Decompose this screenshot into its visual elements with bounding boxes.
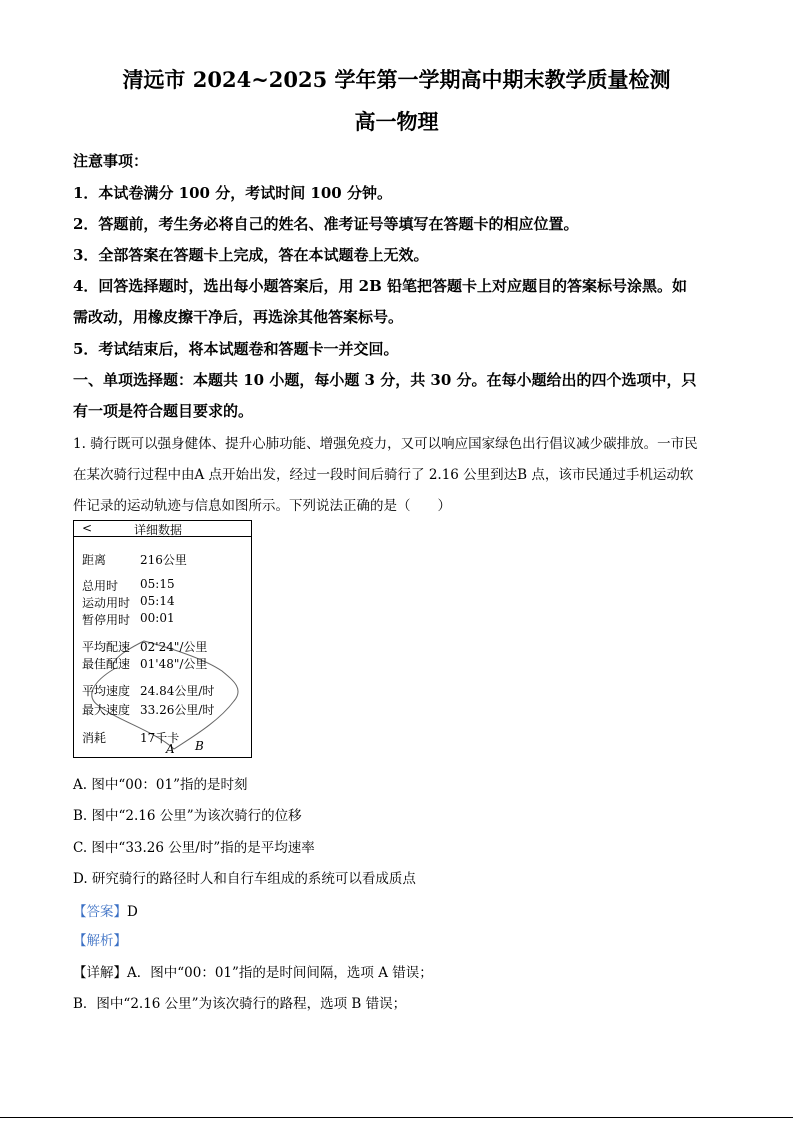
row-label: 消耗 — [82, 731, 107, 745]
option-c: C. 图中“33.26 公里/时”指的是平均速率 — [73, 840, 315, 856]
detail-line-2: B．图中“2.16 公里”为该次骑行的路程，选项 B 错误； — [73, 996, 407, 1012]
row-value: 33.26公里/时 — [140, 703, 215, 717]
answer-value: D — [127, 904, 138, 920]
row-value: 17千卡 — [140, 731, 180, 745]
question-text: 件记录的运动轨迹与信息如图所示。下列说法正确的是（ ） — [73, 498, 451, 514]
option-b: B. 图中“2.16 公里”为该次骑行的位移 — [73, 808, 302, 824]
row-label: 最佳配速 — [82, 657, 131, 671]
analysis-line — [73, 929, 733, 949]
notice-item: 2．答题前，考生务必将自己的姓名、准考证号等填写在答题卡的相应位置。 — [73, 215, 579, 233]
question-text: 在某次骑行过程中由A 点开始出发，经过一段时间后骑行了 2.16 公里到达B 点，该市民通过手机运动软 — [73, 467, 694, 483]
back-arrow-icon: < — [82, 521, 93, 535]
row-value: 05:14 — [140, 594, 175, 608]
point-b-label: B — [195, 739, 204, 753]
data-row-avg-pace — [82, 638, 208, 655]
figure-title: 详细数据 — [134, 523, 183, 537]
notice-item: 3．全部答案在答题卡上完成，答在本试题卷上无效。 — [73, 246, 429, 264]
notice-item: 需改动，用橡皮擦干净后，再选涂其他答案标号。 — [73, 308, 404, 326]
row-value: 00:01 — [140, 611, 175, 625]
option-a: A. 图中“00：01”指的是时刻 — [73, 777, 248, 793]
page-bottom-rule — [0, 1117, 793, 1118]
notice-item: 1．本试卷满分 100 分，考试时间 100 分钟。 — [73, 184, 392, 202]
data-row-best-pace — [82, 655, 208, 672]
row-value: 24.84公里/时 — [140, 684, 215, 698]
detail-text: A．图中“00：01”指的是时间间隔，选项 A 错误； — [127, 965, 433, 981]
row-label: 最大速度 — [82, 703, 131, 717]
row-label: 暂停用时 — [82, 613, 131, 627]
row-label: 平均速度 — [82, 684, 131, 698]
exam-title: 清远市 2024~2025 学年第一学期高中期末教学质量检测 — [122, 67, 671, 92]
row-value: 02'24"/公里 — [140, 640, 208, 654]
detail-line — [73, 961, 733, 981]
answer-tag: 【答案】 — [73, 904, 127, 920]
notice-item: 4．回答选择题时，选出每小题答案后，用 2B 铅笔把答题卡上对应题目的答案标号涂黑。如 — [73, 277, 688, 295]
row-label: 平均配速 — [82, 640, 131, 654]
row-value: 216公里 — [140, 553, 187, 567]
data-row-moving-time — [82, 594, 175, 611]
data-row-max-speed — [82, 701, 215, 718]
row-label: 运动用时 — [82, 596, 131, 610]
data-row-pause-time — [82, 611, 175, 628]
data-row-distance — [82, 551, 187, 568]
row-value: 05:15 — [140, 577, 175, 591]
data-row-avg-speed — [82, 682, 215, 699]
answer-line — [73, 900, 733, 920]
row-value: 01'48"/公里 — [140, 657, 208, 671]
question-text: 1. 骑行既可以强身健体、提升心肺功能、增强免疫力，又可以响应国家绿色出行倡议减少碳排放。一市民 — [73, 436, 698, 452]
subject-title: 高一物理 — [354, 109, 439, 134]
point-a-label: A — [166, 742, 175, 756]
option-d: D. 研究骑行的路径时人和自行车组成的系统可以看成质点 — [73, 871, 416, 887]
cycling-data-figure — [73, 520, 252, 758]
section-heading-cont: 有一项是符合题目要求的。 — [73, 402, 254, 420]
notice-item: 5．考试结束后，将本试题卷和答题卡一并交回。 — [73, 340, 399, 358]
data-row-total-time — [82, 577, 175, 594]
analysis-tag: 【解析】 — [73, 933, 127, 949]
row-label: 距离 — [82, 553, 107, 567]
section-heading: 一、单项选择题：本题共 10 小题，每小题 3 分，共 30 分。在每小题给出的四个选项中，只 — [73, 371, 697, 389]
detail-tag: 【详解】 — [73, 965, 127, 981]
data-row-calories — [82, 729, 180, 746]
row-label: 总用时 — [82, 579, 119, 593]
notice-heading: 注意事项： — [73, 152, 149, 170]
